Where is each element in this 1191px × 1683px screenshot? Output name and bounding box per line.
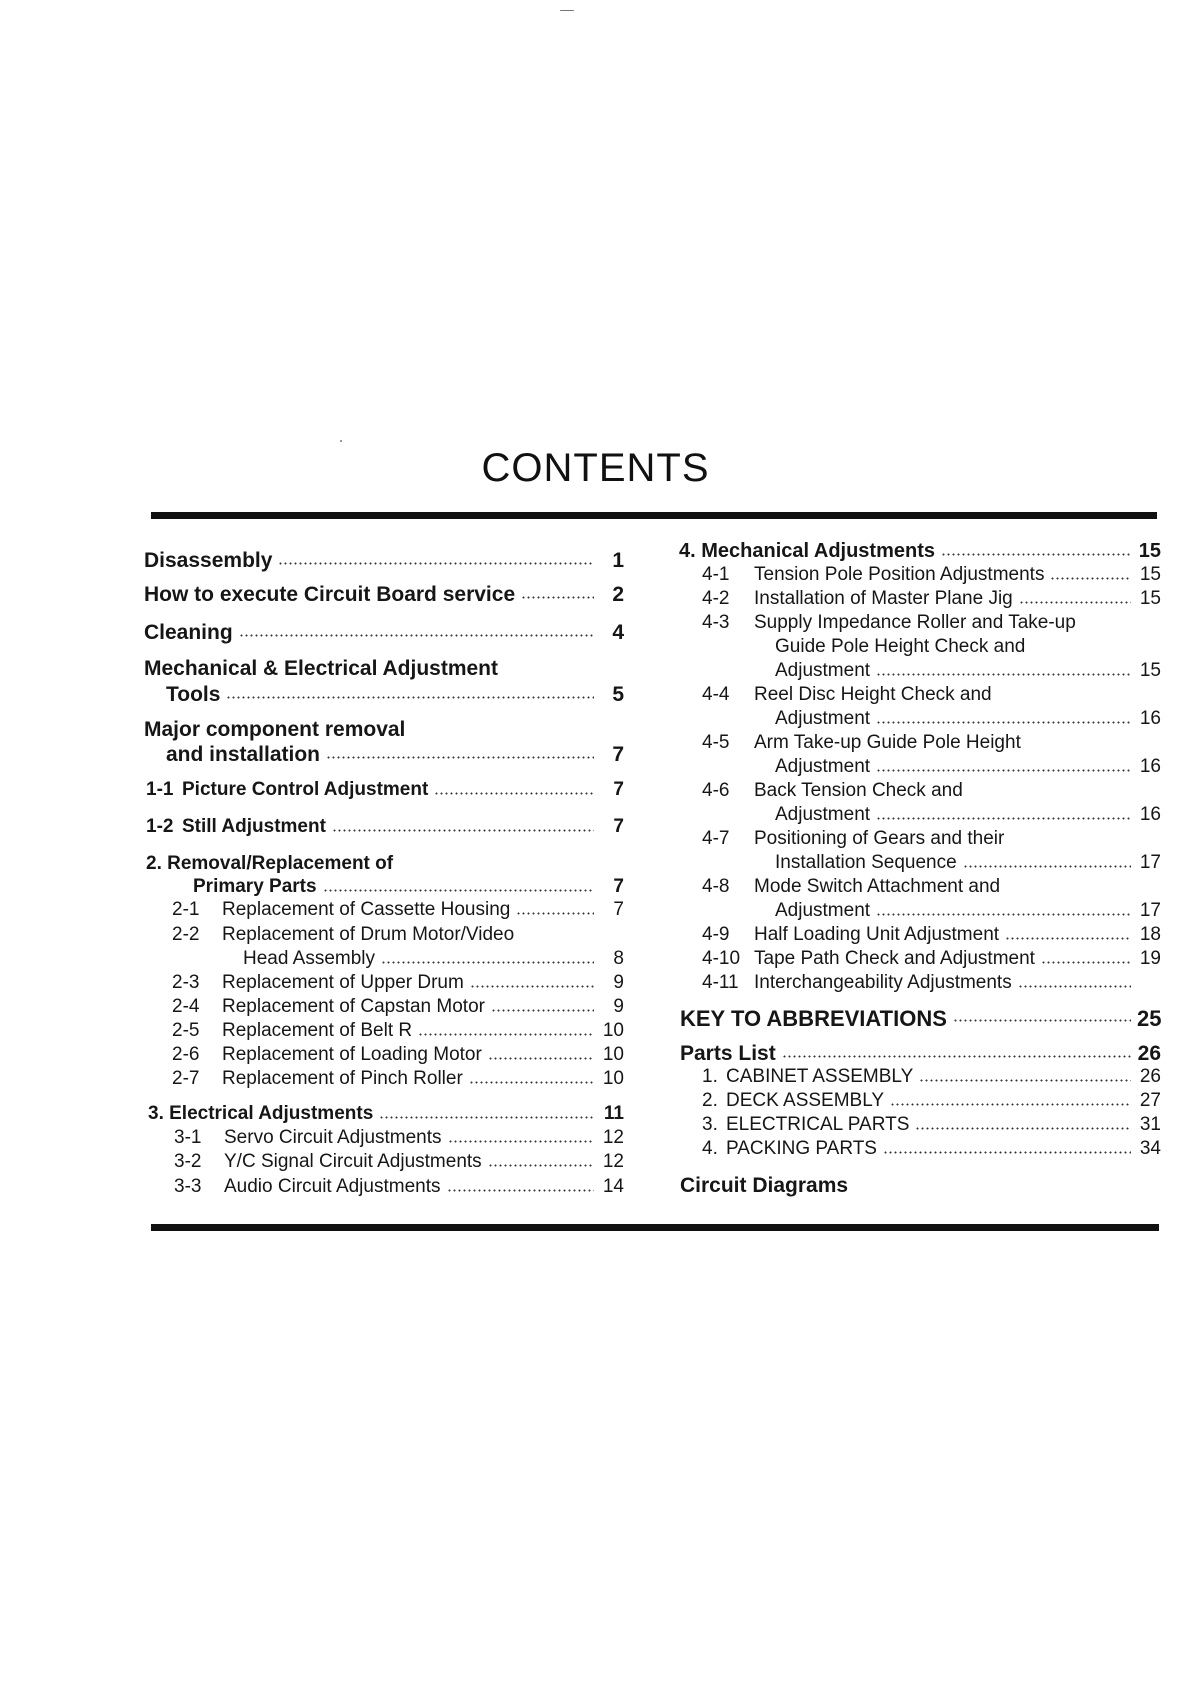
page-number: 17	[1139, 852, 1161, 873]
leader-dots	[323, 884, 594, 896]
leader-dots	[381, 956, 594, 968]
leader-dots	[332, 824, 594, 836]
section-number: 4-8	[702, 876, 730, 897]
toc-entry-4-7-line1	[702, 828, 1004, 852]
section-number: 1-2	[146, 816, 174, 837]
entry-text: Supply Impedance Roller and Take-up	[754, 612, 1076, 633]
leader-dots	[876, 908, 1131, 920]
page-number: 15	[1139, 564, 1161, 585]
entry-text: Disassembly	[144, 549, 273, 572]
leader-dots	[890, 1098, 1131, 1110]
entry-text: Replacement of Loading Motor	[222, 1044, 482, 1065]
section-number: 4-6	[702, 780, 730, 801]
page-number: 25	[1137, 1006, 1162, 1031]
page-number: 9	[613, 996, 624, 1017]
entry-text: Cleaning	[144, 621, 233, 644]
leader-dots	[491, 1004, 594, 1016]
toc-entry-1-1[interactable]	[146, 779, 624, 805]
section-number: 4-1	[702, 564, 730, 585]
entry-text: Replacement of Pinch Roller	[222, 1068, 463, 1089]
leader-dots	[782, 1050, 1131, 1062]
section-number: 3.	[702, 1114, 718, 1135]
entry-text: Installation Sequence	[775, 852, 957, 873]
toc-entry-4-9[interactable]	[702, 924, 1161, 950]
toc-entry-electrical-parts[interactable]	[702, 1114, 1161, 1140]
section-number: 4.	[702, 1138, 718, 1159]
entry-text: KEY TO ABBREVIATIONS	[680, 1006, 947, 1031]
entry-text: Adjustment	[775, 708, 871, 729]
page-number: 16	[1139, 756, 1161, 777]
toc-entry-2-1[interactable]	[172, 899, 624, 925]
page-number: 16	[1139, 708, 1161, 729]
leader-dots	[488, 1159, 594, 1171]
leader-dots	[876, 812, 1131, 824]
section-number: 2-4	[172, 996, 200, 1017]
toc-entry-2-7[interactable]	[172, 1068, 624, 1094]
page-number: 26	[1139, 1066, 1161, 1087]
page-number: 7	[613, 816, 624, 837]
entry-text: and installation	[166, 743, 321, 766]
page-number: 27	[1139, 1090, 1161, 1111]
page-number: 7	[613, 779, 624, 800]
section-number: 4-5	[702, 732, 730, 753]
entry-text: Replacement of Drum Motor/Video	[222, 924, 515, 945]
leader-dots	[488, 1052, 594, 1064]
section-number: 1.	[702, 1066, 718, 1087]
leader-dots	[1041, 956, 1131, 968]
page-number: 8	[613, 948, 624, 969]
page-number: 19	[1139, 948, 1161, 969]
entry-text: Adjustment	[775, 756, 871, 777]
section-number: 2-5	[172, 1020, 200, 1041]
page-number: 12	[602, 1151, 624, 1172]
page-number: 26	[1137, 1042, 1161, 1065]
leader-dots	[516, 907, 594, 919]
toc-entry-1-2[interactable]	[146, 816, 624, 842]
toc-entry-cleaning[interactable]	[144, 621, 624, 647]
toc-entry-tools[interactable]	[166, 683, 624, 709]
toc-entry-packing-parts[interactable]	[702, 1138, 1161, 1164]
entry-text: Parts List	[680, 1042, 776, 1065]
entry-text: CABINET ASSEMBLY	[726, 1066, 914, 1087]
entry-text: PACKING PARTS	[726, 1138, 877, 1159]
toc-entry-major-line1: Major component removal	[144, 718, 406, 741]
page-number: 11	[603, 1103, 624, 1124]
leader-dots	[941, 548, 1131, 560]
leader-dots	[1018, 980, 1131, 992]
toc-entry-4-3-line2: Guide Pole Height Check and	[775, 636, 1026, 657]
toc-entry-cabinet-assembly[interactable]	[702, 1066, 1161, 1092]
leader-dots	[469, 1076, 594, 1088]
section-number: 2-6	[172, 1044, 200, 1065]
leader-dots	[379, 1111, 594, 1123]
leader-dots	[1050, 572, 1131, 584]
entry-text: Primary Parts	[193, 876, 317, 897]
page-number: 18	[1139, 924, 1161, 945]
scan-speck	[560, 10, 574, 11]
toc-entry-4-3-line1	[702, 612, 1076, 636]
toc-entry-4-5-line1	[702, 732, 1021, 756]
entry-text: Head Assembly	[243, 948, 376, 969]
toc-entry-4-11[interactable]	[702, 972, 1161, 998]
toc-entry-4[interactable]	[679, 540, 1161, 566]
page-title: CONTENTS	[481, 446, 710, 490]
section-number: 4-10	[702, 948, 741, 969]
entry-text: Adjustment	[775, 660, 871, 681]
entry-text: Mode Switch Attachment and	[754, 876, 1001, 897]
toc-entry-2-3[interactable]	[172, 972, 624, 998]
entry-text: DECK ASSEMBLY	[726, 1090, 885, 1111]
section-number: 2-1	[172, 899, 200, 920]
leader-dots	[434, 787, 594, 799]
page-number: 7	[613, 899, 624, 920]
toc-entry-4-5[interactable]	[775, 756, 1161, 782]
section-number: 4-4	[702, 684, 730, 705]
section-number: 3-2	[174, 1151, 202, 1172]
toc-entry-2-line1: 2. Removal/Replacement of	[146, 853, 394, 874]
scan-speck	[340, 440, 342, 442]
page-number: 31	[1139, 1114, 1161, 1135]
page-number: 10	[602, 1068, 624, 1089]
toc-entry-4-6-line1	[702, 780, 963, 804]
toc-entry-4-1[interactable]	[702, 564, 1161, 590]
page-number: 10	[602, 1044, 624, 1065]
toc-entry-3-3[interactable]	[174, 1176, 624, 1202]
entry-text: Replacement of Cassette Housing	[222, 899, 511, 920]
toc-entry-4-4-line1	[702, 684, 992, 708]
leader-dots	[876, 764, 1131, 776]
leader-dots	[883, 1146, 1131, 1158]
entry-text: Picture Control Adjustment	[182, 779, 429, 800]
section-number: 2.	[702, 1090, 718, 1111]
entry-text: Installation of Master Plane Jig	[754, 588, 1013, 609]
toc-entry-4-4[interactable]	[775, 708, 1161, 734]
toc-entry-3-1[interactable]	[174, 1127, 624, 1153]
entry-text: Adjustment	[775, 804, 871, 825]
page-number: 14	[602, 1176, 624, 1197]
entry-text: Replacement of Capstan Motor	[222, 996, 485, 1017]
toc-entry-key-to-abbreviations[interactable]	[680, 1006, 1161, 1032]
entry-text: Tape Path Check and Adjustment	[754, 948, 1035, 969]
leader-dots	[470, 980, 594, 992]
toc-entry-circuit-diagrams[interactable]: Circuit Diagrams	[680, 1174, 849, 1197]
toc-entry-4-10[interactable]	[702, 948, 1161, 974]
toc-entry-4-2[interactable]	[702, 588, 1161, 614]
entry-text: Audio Circuit Adjustments	[224, 1176, 441, 1197]
page-number: 15	[1138, 540, 1161, 562]
entry-text: 3. Electrical Adjustments	[148, 1103, 374, 1124]
section-number: 2-7	[172, 1068, 200, 1089]
entry-text: Still Adjustment	[182, 816, 326, 837]
page-number: 1	[612, 549, 624, 572]
leader-dots	[876, 716, 1131, 728]
entry-text: Half Loading Unit Adjustment	[754, 924, 1000, 945]
leader-dots	[963, 860, 1131, 872]
entry-text: Servo Circuit Adjustments	[224, 1127, 442, 1148]
entry-text: Replacement of Belt R	[222, 1020, 413, 1041]
leader-dots	[448, 1135, 594, 1147]
toc-entry-tools-line1: Mechanical & Electrical Adjustment	[144, 657, 498, 680]
toc-entry-2-5[interactable]	[172, 1020, 624, 1046]
toc-entry-3-2[interactable]	[174, 1151, 624, 1177]
toc-entry-4-6[interactable]	[775, 804, 1161, 830]
page-number: 12	[602, 1127, 624, 1148]
section-number: 2-3	[172, 972, 200, 993]
leader-dots	[1019, 596, 1131, 608]
toc-entry-4-3[interactable]	[775, 660, 1161, 686]
entry-text: Tools	[166, 683, 221, 706]
entry-text: Tension Pole Position Adjustments	[754, 564, 1045, 585]
section-number: 4-11	[702, 972, 739, 993]
toc-entry-2-6[interactable]	[172, 1044, 624, 1070]
entry-text: ELECTRICAL PARTS	[726, 1114, 910, 1135]
page-number: 15	[1139, 660, 1161, 681]
leader-dots	[919, 1074, 1131, 1086]
page-number: 16	[1139, 804, 1161, 825]
toc-entry-4-7[interactable]	[775, 852, 1161, 878]
entry-text: Positioning of Gears and their	[754, 828, 1005, 849]
page-number: 2	[612, 583, 624, 606]
entry-text: How to execute Circuit Board service	[144, 583, 516, 606]
toc-entry-4-8-line1	[702, 876, 1000, 900]
page-number: 34	[1139, 1138, 1161, 1159]
section-number: 3-3	[174, 1176, 202, 1197]
leader-dots	[226, 691, 594, 703]
section-number: 2-2	[172, 924, 200, 945]
page-number: 7	[613, 876, 624, 897]
leader-dots	[278, 557, 594, 569]
section-number: 1-1	[146, 779, 174, 800]
toc-entry-circuit-board-service[interactable]	[144, 583, 624, 609]
leader-dots	[1005, 932, 1131, 944]
bottom-rule	[151, 1224, 1159, 1231]
toc-entry-disassembly[interactable]	[144, 549, 624, 575]
section-number: 4-9	[702, 924, 730, 945]
entry-text: Interchangeability Adjustments	[754, 972, 1012, 993]
toc-entry-4-8[interactable]	[775, 900, 1161, 926]
page-number: 7	[612, 743, 624, 766]
page-number: 10	[602, 1020, 624, 1041]
section-number: 4-2	[702, 588, 730, 609]
page-number: 9	[613, 972, 624, 993]
page-number: 4	[612, 621, 624, 644]
leader-dots	[326, 751, 594, 763]
toc-entry-2-2-line1	[172, 924, 514, 948]
toc-entry-3[interactable]	[148, 1103, 624, 1129]
leader-dots	[418, 1028, 594, 1040]
leader-dots	[447, 1184, 595, 1196]
leader-dots	[521, 591, 594, 603]
section-number: 4-7	[702, 828, 730, 849]
entry-text: 4. Mechanical Adjustments	[679, 540, 935, 562]
section-number: 3-1	[174, 1127, 202, 1148]
entry-text: Y/C Signal Circuit Adjustments	[224, 1151, 482, 1172]
entry-text: Back Tension Check and	[754, 780, 963, 801]
toc-entry-2-2[interactable]	[243, 948, 624, 974]
entry-text: Replacement of Upper Drum	[222, 972, 464, 993]
page-number: 5	[612, 683, 624, 706]
entry-text: Reel Disc Height Check and	[754, 684, 992, 705]
leader-dots	[915, 1122, 1131, 1134]
entry-text: Adjustment	[775, 900, 871, 921]
leader-dots	[953, 1014, 1131, 1026]
leader-dots	[876, 668, 1131, 680]
toc-entry-parts-list[interactable]	[680, 1042, 1161, 1068]
toc-entry-2-4[interactable]	[172, 996, 624, 1022]
toc-entry-major-component[interactable]	[166, 743, 624, 769]
entry-text: Arm Take-up Guide Pole Height	[754, 732, 1021, 753]
toc-entry-deck-assembly[interactable]	[702, 1090, 1161, 1116]
section-number: 4-3	[702, 612, 730, 633]
page-number: 15	[1139, 588, 1161, 609]
top-rule	[151, 512, 1157, 519]
page-number: 17	[1139, 900, 1161, 921]
leader-dots	[239, 629, 594, 641]
